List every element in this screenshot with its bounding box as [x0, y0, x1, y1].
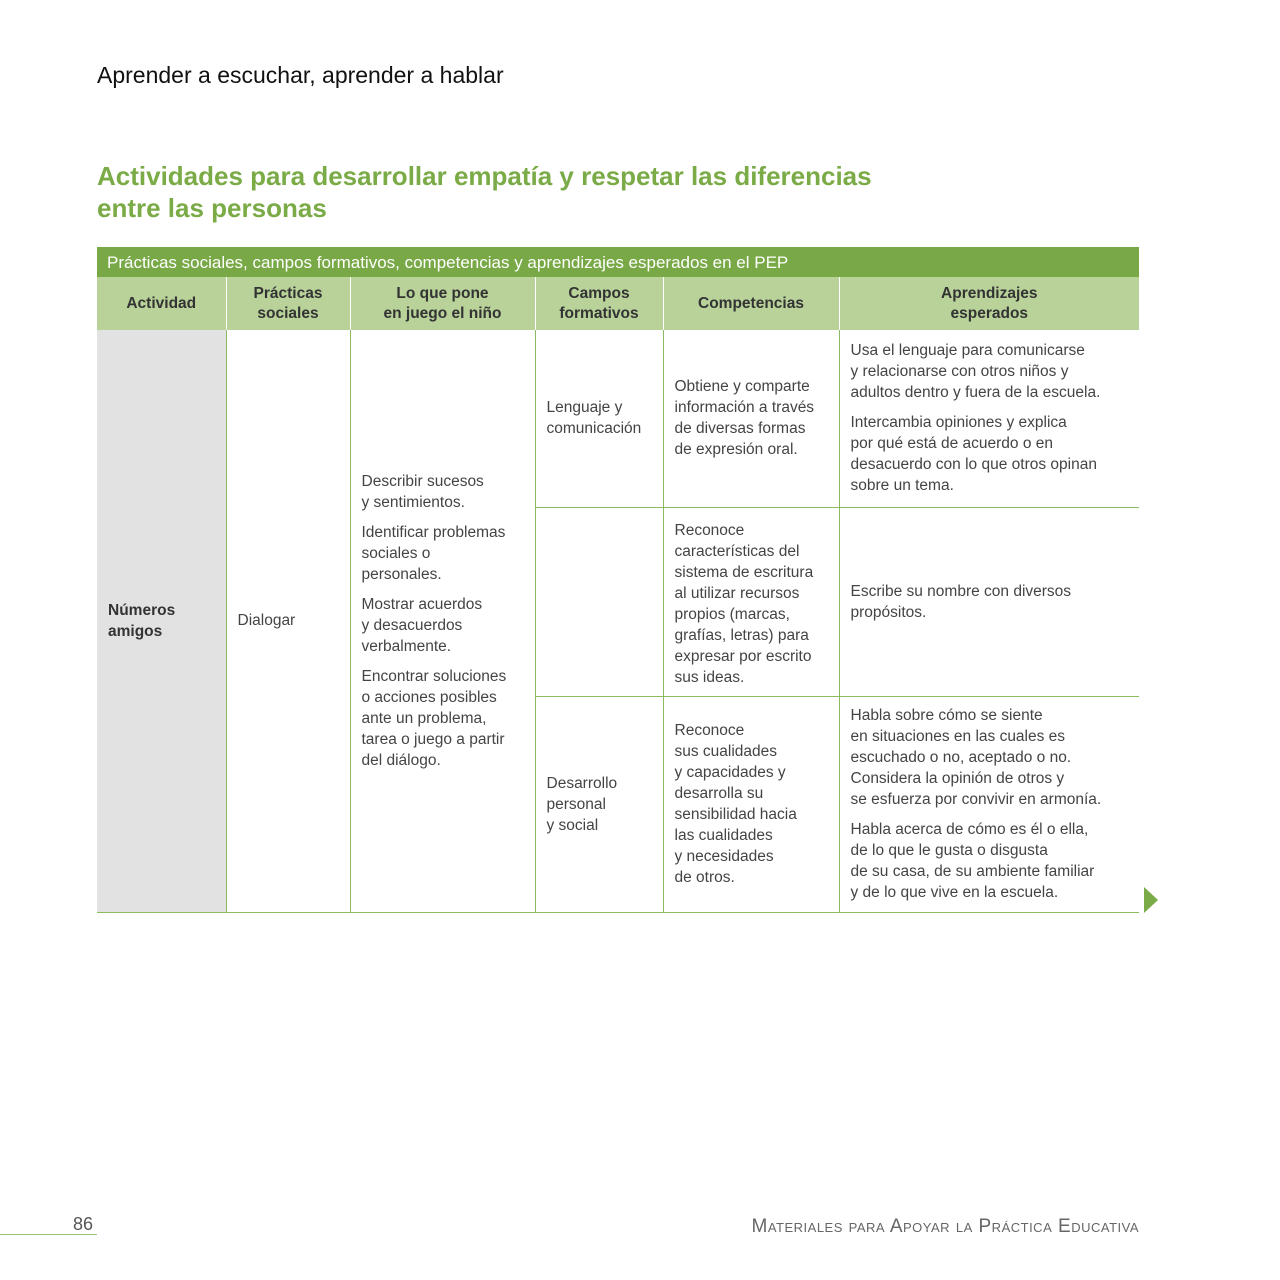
- pone-item: Encontrar soluciones o acciones posibles ante un problema, tarea o juego a partir del diálogo.: [361, 667, 507, 769]
- header-campos-formativos: Campos formativos: [535, 277, 663, 330]
- competencia-cell: Reconoce sus cualidades y capacidades y desarrolla su sensibilidad hacia las cualidades y necesidades de otros.: [663, 696, 839, 912]
- pone-item: Identificar problemas sociales o personales.: [361, 523, 506, 583]
- section-title: [97, 160, 997, 224]
- campo-cell: Desarrollo personal y social: [535, 696, 663, 912]
- pone-en-juego-cell: [350, 330, 535, 912]
- campo-cell: [535, 507, 663, 696]
- competencia-cell: Reconoce características del sistema de escritura al utilizar recursos propios (marcas, grafías, letras) para expresar por escrito sus ideas.: [663, 507, 839, 696]
- header-practicas-sociales: Prácticas sociales: [226, 277, 350, 330]
- page-number: 86: [73, 1214, 94, 1234]
- aprendizajes-cell: Escribe su nombre con diversos propósitos.: [839, 507, 1139, 696]
- practica-social-cell: Dialogar: [226, 330, 350, 912]
- section-title-line-2: entre las personas: [97, 193, 327, 223]
- aprendizajes-cell: Usa el lenguaje para comunicarse y relacionarse con otros niños y adultos dentro y fuera de la escuela. Intercambia opiniones y explica por qué está de acuerdo o en desacuerdo con lo que otros opinan sobre un tema.: [839, 330, 1139, 507]
- footer-book-title: Materiales para Apoyar la Práctica Educativa: [751, 1216, 1139, 1237]
- header-actividad: Actividad: [97, 277, 226, 330]
- table-row: [97, 330, 1139, 507]
- activity-cell: Números amigos: [97, 330, 226, 912]
- section-title-line-1: Actividades para desarrollar empatía y respetar las diferencias: [97, 161, 872, 191]
- pone-item: Mostrar acuerdos y desacuerdos verbalmente.: [361, 595, 483, 655]
- header-aprendizajes-esperados: Aprendizajes esperados: [839, 277, 1139, 330]
- triangle-right-icon: [1144, 887, 1158, 913]
- pep-table: [97, 247, 1139, 913]
- header-competencias: Competencias: [663, 277, 839, 330]
- aprendizajes-cell: Habla sobre cómo se siente en situaciones en las cuales es escuchado o no, aceptado o no. Considera la opinión de otros y se esfuerza por convivir en armonía. Habla acerca de cómo es él o ella, de lo que le gusta o disgusta de su casa, de su ambiente familiar y de lo que vive en la escuela.: [839, 696, 1139, 912]
- campo-cell: Lenguaje y comunicación: [535, 330, 663, 507]
- table-caption: Prácticas sociales, campos formativos, competencias y aprendizajes esperados en el PEP: [97, 247, 1139, 277]
- header-pone-en-juego: Lo que pone en juego el niño: [350, 277, 535, 330]
- pone-item: Describir sucesos y sentimientos.: [361, 472, 484, 511]
- running-title: Aprender a escuchar, aprender a hablar: [97, 62, 504, 88]
- competencia-cell: Obtiene y comparte información a través de diversas formas de expresión oral.: [663, 330, 839, 507]
